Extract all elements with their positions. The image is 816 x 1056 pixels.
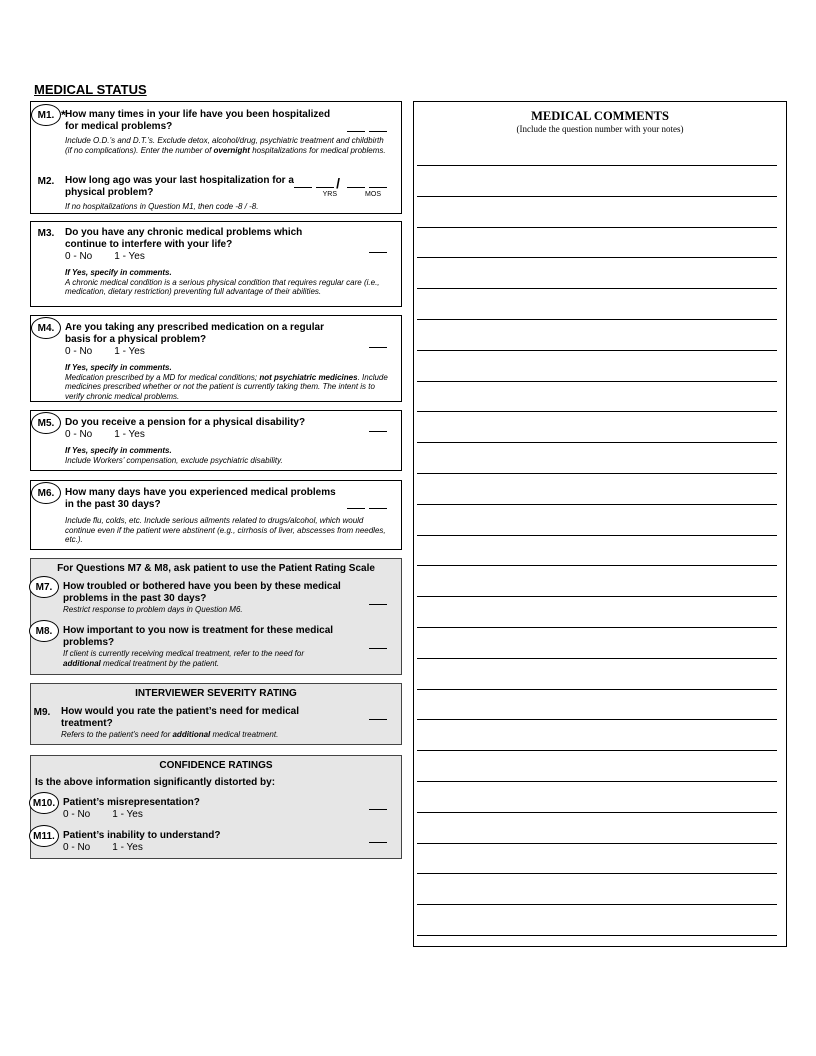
comment-line[interactable] [417, 381, 777, 382]
m6-box [30, 480, 402, 550]
comment-line[interactable] [417, 935, 777, 936]
unit-mos: MOS [365, 191, 381, 198]
options-m4: 0 - No 1 - Yes [65, 346, 145, 357]
question-number-m2: M2. [37, 176, 55, 187]
comment-line[interactable] [417, 719, 777, 720]
severity-header: INTERVIEWER SEVERITY RATING [135, 688, 297, 699]
comment-line[interactable] [417, 473, 777, 474]
comment-line[interactable] [417, 565, 777, 566]
note-m9: Refers to the patient’s need for additional medical treatment. [61, 730, 279, 739]
options-m10: 0 - No 1 - Yes [63, 809, 143, 820]
rating-header: For Questions M7 & M8, ask patient to use the Patient Rating Scale [57, 563, 375, 574]
confidence-box [30, 755, 402, 859]
answer-m4[interactable] [365, 335, 387, 351]
note-m6: Include flu, colds, etc. Include serious ailments related to drugs/alcohol, which would continue even if the patient were abstinent (e.g., cirrhosis of liver, abscesses from needles, etc.). [65, 516, 386, 544]
question-text-m1: How many times in your life have you been hospitalized for medical problems? [65, 109, 331, 132]
question-number-m11: M11. [29, 825, 59, 847]
question-text-m11: Patient’s inability to understand? [63, 830, 221, 841]
answer-m6[interactable] [343, 496, 387, 512]
question-m8 [35, 625, 393, 668]
comment-line[interactable] [417, 350, 777, 351]
page-title: MEDICAL STATUS [34, 82, 147, 97]
options-m3: 0 - No 1 - Yes [65, 251, 145, 262]
severity-box [30, 683, 402, 745]
options-m11: 0 - No 1 - Yes [63, 842, 143, 853]
comment-line[interactable] [417, 288, 777, 289]
question-m7 [35, 581, 393, 615]
question-number-m10: M10. [29, 792, 59, 814]
comments-title: MEDICAL COMMENTS [531, 109, 669, 123]
m5-box [30, 410, 402, 471]
comment-line[interactable] [417, 196, 777, 197]
comment-line[interactable] [417, 442, 777, 443]
note-m4: If Yes, specify in comments. Medication prescribed by a MD for medical conditions; not psychiatric medicines. Include medicines prescribed whether or not the patient is currently taking them. The intent is to verify chronic medical problems. [65, 363, 388, 401]
medical-comments-panel [413, 101, 787, 947]
m1-m2-box [30, 101, 402, 214]
question-text-m2: How long ago was your last hospitalization for a physical problem? [65, 175, 294, 198]
note-m1: Include O.D.’s and D.T.’s. Exclude detox, alcohol/drug, psychiatric treatment and childbirth (if no complications). Enter the number of overnight hospitalizations for medical problems. [65, 136, 386, 155]
question-m6 [37, 487, 393, 545]
question-text-m6: How many days have you experienced medical problems in the past 30 days? [65, 487, 336, 510]
question-text-m10: Patient’s misrepresentation? [63, 797, 200, 808]
star-marker: * [61, 108, 66, 122]
confidence-header: CONFIDENCE RATINGS [159, 760, 273, 771]
comment-line[interactable] [417, 535, 777, 536]
question-text-m5: Do you receive a pension for a physical disability? [65, 417, 306, 428]
note-m8: If client is currently receiving medical treatment, refer to the need for additional medical treatment by the patient. [63, 649, 304, 668]
comment-line[interactable] [417, 596, 777, 597]
comment-line[interactable] [417, 227, 777, 228]
comment-line[interactable] [417, 904, 777, 905]
question-text-m8: How important to you now is treatment for these medical problems? [63, 625, 334, 648]
comment-line[interactable] [417, 873, 777, 874]
comment-line[interactable] [417, 319, 777, 320]
comment-line[interactable] [417, 627, 777, 628]
comment-line[interactable] [417, 689, 777, 690]
note-m5: If Yes, specify in comments. Include Workers’ compensation, exclude psychiatric disability. [65, 446, 283, 465]
question-m2 [37, 175, 393, 212]
m4-box [30, 315, 402, 402]
comment-line[interactable] [417, 411, 777, 412]
comment-line[interactable] [417, 504, 777, 505]
confidence-subheader: Is the above information significantly distorted by: [35, 777, 276, 788]
question-number-m8: M8. [29, 620, 59, 642]
comment-line[interactable] [417, 257, 777, 258]
answer-m5[interactable] [365, 419, 387, 435]
comment-line[interactable] [417, 781, 777, 782]
answer-m2[interactable]: / [290, 175, 387, 191]
options-m5: 0 - No 1 - Yes [65, 429, 145, 440]
comment-line[interactable] [417, 750, 777, 751]
question-text-m7: How troubled or bothered have you been by these medical problems in the past 30 days? [63, 581, 341, 604]
question-m4 [37, 322, 393, 401]
question-number-m9: M9. [33, 707, 51, 718]
comments-subtitle: (Include the question number with your notes) [516, 124, 684, 134]
answer-m8[interactable] [365, 636, 387, 652]
question-text-m4: Are you taking any prescribed medication on a regular basis for a physical problem? [65, 322, 324, 345]
question-m11 [33, 830, 393, 854]
answer-m10[interactable] [365, 797, 387, 813]
question-number-m4: M4. [31, 317, 61, 339]
answer-m7[interactable] [365, 592, 387, 608]
question-m9 [33, 706, 393, 740]
note-m3: If Yes, specify in comments. A chronic medical condition is a serious physical condition that requires regular care (i.e., medication, dietary restriction) preventing full advantage of their abilities. [65, 268, 380, 296]
answer-m3[interactable] [365, 240, 387, 256]
comment-line[interactable] [417, 165, 777, 166]
question-number-m5: M5. [31, 412, 61, 434]
question-m5 [37, 417, 393, 465]
m3-box [30, 221, 402, 307]
question-m1 [37, 108, 393, 155]
comment-line[interactable] [417, 843, 777, 844]
comment-line[interactable] [417, 658, 777, 659]
answer-m11[interactable] [365, 830, 387, 846]
question-number-m1: M1. [31, 104, 61, 126]
question-m3 [37, 227, 393, 297]
question-number-m6: M6. [31, 482, 61, 504]
question-text-m9: How would you rate the patient’s need for medical treatment? [61, 706, 299, 729]
question-number-m3: M3. [37, 228, 55, 239]
question-m10 [32, 797, 393, 821]
note-m7: Restrict response to problem days in Question M6. [63, 605, 243, 614]
answer-m9[interactable] [365, 707, 387, 723]
question-number-m7: M7. [29, 576, 59, 598]
unit-yrs: YRS [322, 191, 337, 198]
note-m2: If no hospitalizations in Question M1, then code -8 / -8. [65, 202, 259, 211]
comment-line[interactable] [417, 812, 777, 813]
patient-rating-box [30, 558, 402, 675]
answer-m1[interactable] [343, 119, 387, 135]
question-text-m3: Do you have any chronic medical problems which continue to interfere with your life? [65, 227, 303, 250]
